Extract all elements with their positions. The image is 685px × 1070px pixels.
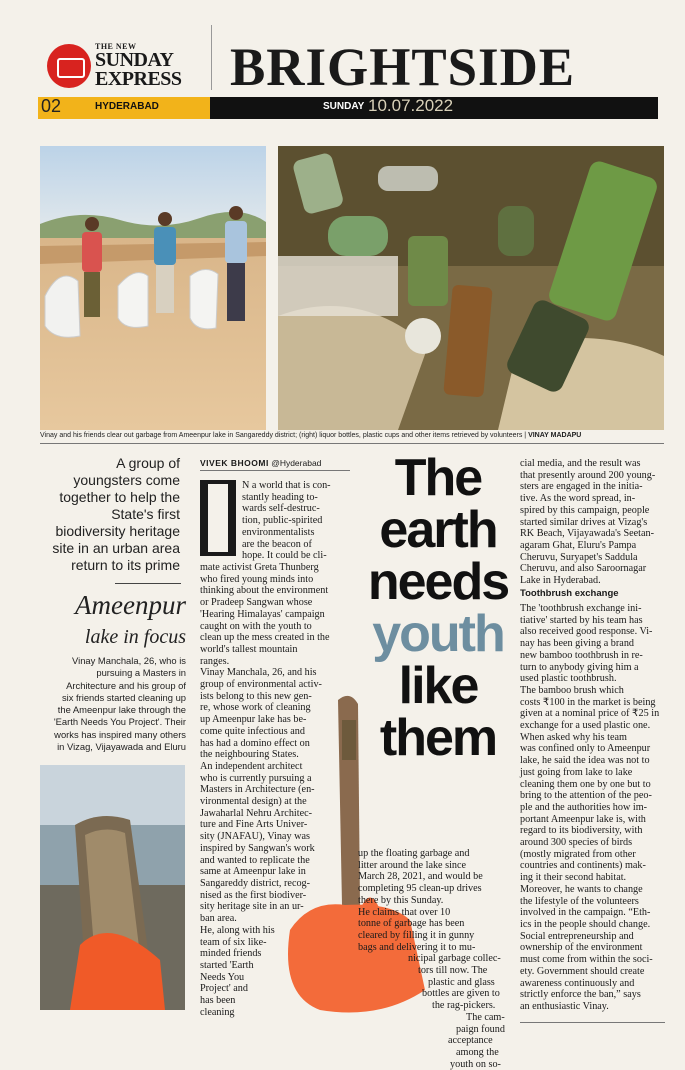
- main-headline: The earth needs youth like them: [367, 449, 509, 767]
- caption-rule: [40, 443, 664, 444]
- date-label: 10.07.2022: [368, 96, 454, 115]
- sidebar-subtitle: lake in focus: [84, 626, 186, 648]
- garbage-photo: [278, 146, 664, 430]
- day-label: SUNDAY: [323, 101, 365, 112]
- volunteers-photo: [40, 146, 266, 430]
- deck-rule: [115, 583, 181, 584]
- byline-name: VIVEK BHOOMI: [200, 458, 269, 468]
- drop-cap-letter: [200, 480, 236, 556]
- section-title: BRIGHTSIDE: [230, 37, 576, 97]
- byline: [200, 458, 321, 468]
- paper-name-express: EXPRESS: [95, 68, 182, 90]
- article-column-3-top: cial media, and the result was that presently around 200 young- sters are engaged in the initia- tive. As the word spread, in- spired by this campaign, people started similar drives at Vizag's RK Beach, Vijayawada's Seetan- agaram Ghat, Eluru's Pampa Cheruvu, Suryapet's Saddula Cheruvu, and also Saroornagar Lake in Hyderabad.: [520, 458, 656, 587]
- sidebar-title: Ameenpur: [75, 590, 186, 620]
- city-label: HYDERABAD: [95, 101, 159, 112]
- page-number: 02: [41, 96, 62, 116]
- article-column-1: mate activist Greta Thunberg who fired young minds into thinking about the environment or Pradeep Sangwan whose 'Hearing Himalayas' campaign caught on with the youth to clean up the mess created in the world's tallest mountain ranges. Vinay Manchala, 26, and his group of environmental activ- ists belong to this new gen- re, whose work of cleaning up Ameenpur lake has be- come quite infectious and has had a domino effect on the neighbouring States. An independent architect who is currently pursuing a Masters in Architecture (en- vironmental design) at the Jawaharlal Nehru Architec- ture and Fine Arts Univer- sity (JNAFAU), Vinay was inspired by Sangwan's work and wanted to replicate the same at Ameenpur lake in Sangareddy district, recog- nised as the first biodiver- sity heritage site in an ur- ban area. He, along with his team of six like- minded friends started 'Earth Needs You Project' and has been cleaning: [200, 562, 330, 1018]
- article-column-2: up the floating garbage and litter around the lake since March 28, 2021, and would be completing 95 clean-up drives there by this Sunday. He claims that over 10 tonne of garbage has been cleared by filling it in gunny bags and delivering it to mu- nicipal garbage collec- tors till now. The plastic and glass bottles are given to the rag-pickers. The cam- paign found acceptance among the youth on so-: [358, 848, 505, 1070]
- paper-name-sunday: SUNDAY: [95, 49, 174, 71]
- article-column-3-bottom: The 'toothbrush exchange ini- tiative' started by his team has also received good response. Vi- nay has been giving a brand new bamboo toothbrush in re- turn to anybody giving him a used plastic toothbrush. The bamboo brush which costs ₹100 in the market is being given at a nominal price of ₹25 in exchange for a used plastic one. When asked why his team was confined only to Ameenpur lake, he said the idea was not to just going from lake to lake cleaning them one by one but to bring to the attention of the peo- ple and the authorities how im- portant Ameenpur lake is, with regard to its biodiversity, with around 300 species of birds (mostly migrated from other countries and continents) mak- ing it their second habitat. Moreover, he wants to change the lifestyle of the volunteers involved in the campaign. “Eth- ics in the people should change. Social entrepreneurship and ownership of the environment must come from within the soci- ety. Government should create awareness continuously and strictly enforce the ban,” says an enthusiastic Vinay.: [520, 603, 660, 1012]
- masthead-divider: [211, 25, 212, 90]
- sidebar-summary: Vinay Manchala, 26, who is pursuing a Masters in Architecture and his group of six friends started cleaning up the Ameenpur lake through the 'Earth Needs You Project'. Their works has inspired many others in Vizag, Vijayawada and Eluru: [53, 655, 186, 753]
- story-deck: A group of youngsters come together to help the State's first biodiversity heritage site in an urban area return to its prime: [52, 455, 180, 573]
- paper-name-the-new: THE NEW: [95, 42, 137, 51]
- photo-credit: VINAY MADAPU: [528, 432, 582, 439]
- toothbrush-subhead: Toothbrush exchange: [520, 588, 619, 599]
- byline-rule: [200, 470, 350, 471]
- newspaper-logo-icon: [47, 44, 91, 88]
- bottom-rule: [520, 1022, 665, 1023]
- article-column-1-dropcap-text: N a world that is con- stantly heading to- wards self-destruc- tion, public-spirited environmentalists are the beacon of hope. It could be cli-: [242, 480, 331, 562]
- lake-object-photo: [40, 765, 185, 1010]
- photo-caption: Vinay and his friends clear out garbage from Ameenpur lake in Sangareddy district; (right) liquor bottles, plastic cups and other items retrieved by volunteers | VINAY MADAPU: [40, 432, 582, 439]
- byline-handle: @Hyderabad: [271, 458, 322, 468]
